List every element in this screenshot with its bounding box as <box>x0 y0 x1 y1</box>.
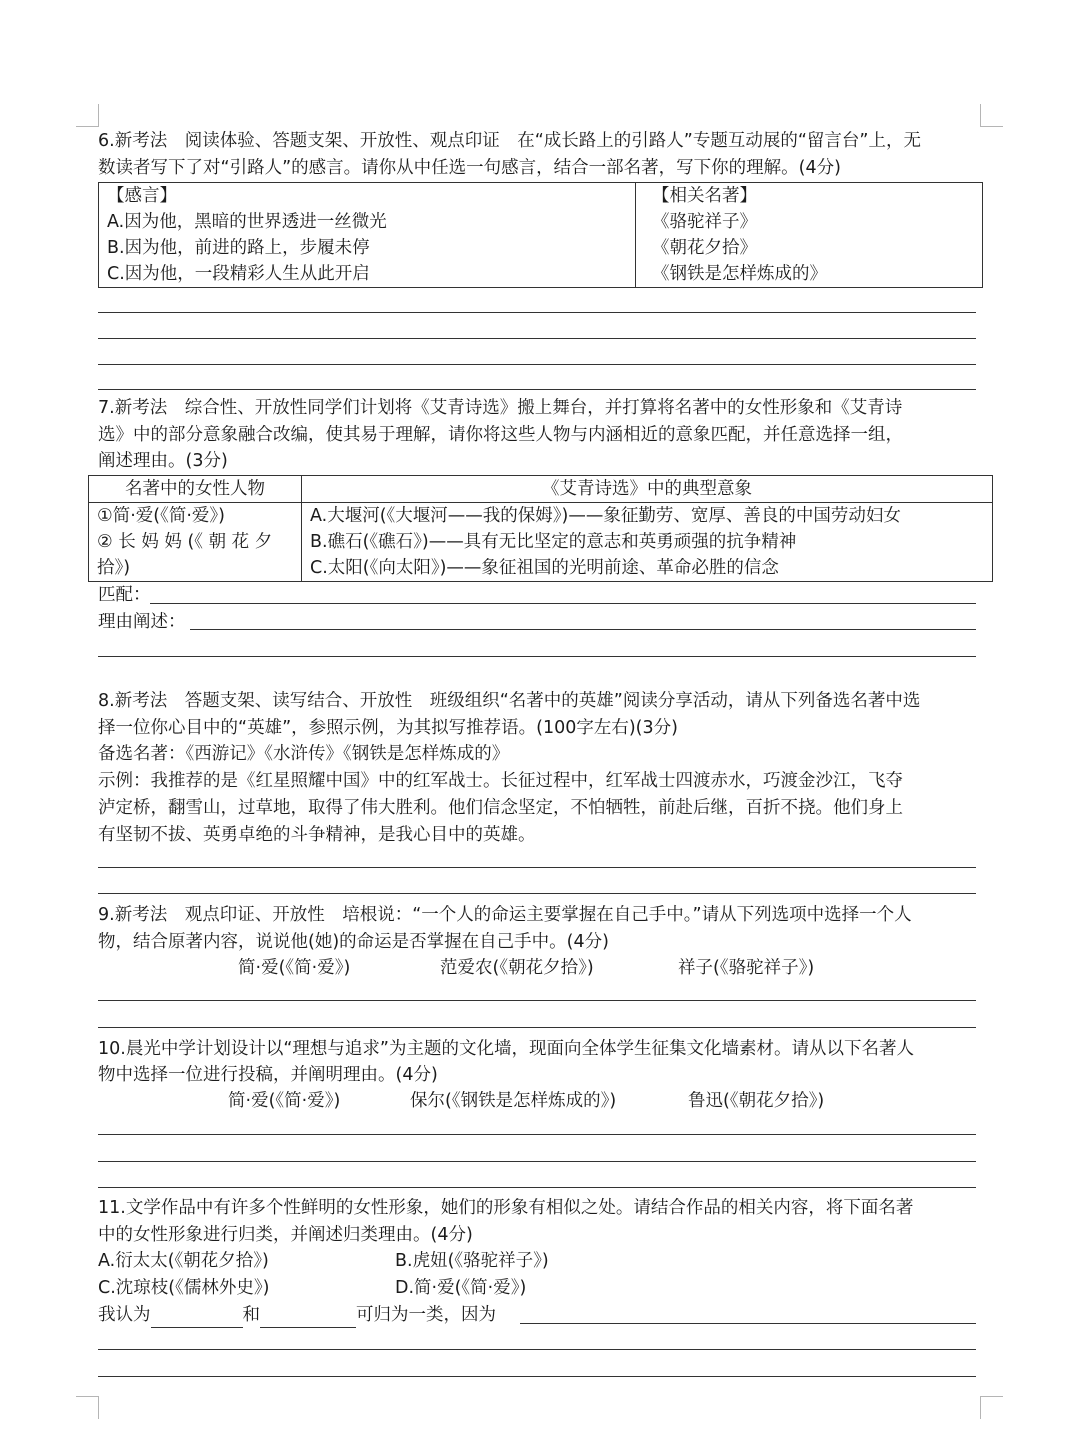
q11-line1: 11.文学作品中有许多个性鲜明的女性形象，她们的形象有相似之处。请结合作品的相关内容，将下面名著 <box>98 1198 914 1218</box>
q6-answer-line-1[interactable] <box>98 312 976 313</box>
crop-mark-top-left <box>76 104 99 127</box>
q9-option-3: 祥子(《骆驼祥子》) <box>678 958 815 978</box>
q11-option-d: D.简·爱(《简·爱》) <box>395 1278 527 1298</box>
q6-quote-a: A.因为他，黑暗的世界透进一丝微光 <box>107 212 387 232</box>
q10-option-3: 鲁迅(《朝花夕拾》) <box>688 1091 825 1111</box>
q7-match-label: 匹配： <box>98 585 151 605</box>
q7-people-header: 名著中的女性人物 <box>89 476 302 503</box>
q6-answer-line-4[interactable] <box>98 389 976 390</box>
q9-line1: 9.新考法 观点印证、开放性 培根说：“一个人的命运主要掌握在自己手中。”请从下列选项中选择一个人 <box>98 905 912 925</box>
q8-line3: 备选名著：《西游记》《水浒传》《钢铁是怎样炼成的》 <box>98 744 510 764</box>
q6-quote-c: C.因为他，一段精彩人生从此开启 <box>107 264 370 284</box>
q10-option-2: 保尔(《钢铁是怎样炼成的》) <box>410 1091 617 1111</box>
q8-line1: 8.新考法 答题支架、读写结合、开放性 班级组织“名著中的英雄”阅读分享活动，请从下列备选名著中选 <box>98 691 921 711</box>
q7-people-cell <box>89 503 302 582</box>
q7-line1: 7.新考法 综合性、开放性同学们计划将《艾青诗选》搬上舞台，并打算将名著中的女性形象和《艾青诗 <box>98 398 903 418</box>
q10-line1: 10.晨光中学计划设计以“理想与追求”为主题的文化墙，现面向全体学生征集文化墙素材。请从以下名著人 <box>98 1039 914 1059</box>
q6-book-1: 《骆驼祥子》 <box>652 212 757 232</box>
q8-example-line3: 有坚韧不拔、英勇卓绝的斗争精神，是我心目中的英雄。 <box>98 825 536 845</box>
q11-fill-sentence <box>98 1302 496 1328</box>
q11-fill-prefix: 我认为 <box>98 1305 151 1325</box>
q8-line2: 择一位你心目中的“英雄”，参照示例，为其拟写推荐语。(100字左右)(3分) <box>98 718 678 738</box>
q6-book-3: 《钢铁是怎样炼成的》 <box>652 264 827 284</box>
q11-line2: 中的女性形象进行归类，并阐述归类理由。(4分) <box>98 1225 473 1245</box>
q6-books-cell <box>636 183 983 288</box>
q10-option-1: 简·爱(《简·爱》) <box>228 1091 341 1111</box>
crop-mark-top-right <box>980 104 1003 127</box>
q6-books-header: 【相关名著】 <box>652 186 757 206</box>
q11-option-b: B.虎妞(《骆驼祥子》) <box>395 1251 549 1271</box>
q10-answer-line-1[interactable] <box>98 1134 976 1135</box>
q7-image-c: C.太阳(《向太阳》)——象征祖国的光明前途、革命必胜的信念 <box>310 558 779 578</box>
q10-line2: 物中选择一位进行投稿，并阐明理由。(4分) <box>98 1065 438 1085</box>
q8-example-line1: 示例：我推荐的是《红星照耀中国》中的红军战士。长征过程中，红军战士四渡赤水，巧渡金沙江，飞夺 <box>98 771 903 791</box>
q9-option-1: 简·爱(《简·爱》) <box>238 958 351 978</box>
q11-blank-2[interactable] <box>260 1307 356 1328</box>
q7-person-1: ①简·爱(《简·爱》) <box>97 506 225 526</box>
q11-answer-line-1[interactable] <box>98 1349 976 1350</box>
q6-line1: 6.新考法 阅读体验、答题支架、开放性、观点印证 在“成长路上的引路人”专题互动展的“留言台”上，无 <box>98 131 921 151</box>
q11-answer-line-2[interactable] <box>98 1376 976 1377</box>
q7-line3: 阐述理由。(3分) <box>98 451 228 471</box>
q6-book-2: 《朝花夕拾》 <box>652 238 757 258</box>
q7-match-blank[interactable] <box>150 603 976 604</box>
q6-quotes-cell <box>99 183 636 288</box>
q6-quote-b: B.因为他，前进的路上，步履未停 <box>107 238 370 258</box>
q9-option-2: 范爱农(《朝花夕拾》) <box>440 958 594 978</box>
q7-images-cell <box>302 503 993 582</box>
q8-example-line2: 泸定桥，翻雪山，过草地，取得了伟大胜利。他们信念坚定，不怕牺牲，前赴后继，百折不挠。他们身上 <box>98 798 903 818</box>
q7-image-b: B.礁石(《礁石》)——具有无比坚定的意志和英勇顽强的抗争精神 <box>310 532 797 552</box>
q6-answer-line-2[interactable] <box>98 338 976 339</box>
q9-answer-line-2[interactable] <box>98 1027 976 1028</box>
q11-reason-blank[interactable] <box>520 1323 976 1324</box>
q8-answer-line-1[interactable] <box>98 867 976 868</box>
q6-answer-line-3[interactable] <box>98 364 976 365</box>
q6-line2: 数读者写下了对“引路人”的感言。请你从中任选一句感言，结合一部名著，写下你的理解。(4分) <box>98 158 841 178</box>
q11-fill-and: 和 <box>242 1305 260 1325</box>
q8-answer-line-2[interactable] <box>98 893 976 894</box>
q7-reason-blank[interactable] <box>190 629 976 630</box>
q7-image-a: A.大堰河(《大堰河——我的保姆》)——象征勤劳、宽厚、善良的中国劳动妇女 <box>310 506 901 526</box>
q10-answer-line-2[interactable] <box>98 1161 976 1162</box>
q11-option-c: C.沈琼枝(《儒林外史》) <box>98 1278 270 1298</box>
q9-answer-line-1[interactable] <box>98 1000 976 1001</box>
q7-answer-line[interactable] <box>98 656 976 657</box>
q7-reason-label: 理由阐述： <box>98 612 186 632</box>
q7-table <box>88 475 993 582</box>
q11-fill-suffix: 可归为一类，因为 <box>356 1305 496 1325</box>
q11-option-a: A.衍太太(《朝花夕拾》) <box>98 1251 269 1271</box>
q6-quotes-header: 【感言】 <box>107 186 177 206</box>
crop-mark-bottom-left <box>76 1396 99 1419</box>
q7-images-header: 《艾青诗选》中的典型意象 <box>302 476 993 503</box>
q11-blank-1[interactable] <box>151 1307 243 1328</box>
q6-table <box>98 182 983 288</box>
crop-mark-bottom-right <box>980 1396 1003 1419</box>
q7-person-2-cont: 拾》) <box>97 558 131 578</box>
q7-person-2: ② 长 妈 妈 (《 朝 花 夕 <box>97 532 273 552</box>
q7-line2: 选》中的部分意象融合改编，使其易于理解，请你将这些人物与内涵相近的意象匹配，并任意选择一组， <box>98 425 903 445</box>
q9-line2: 物，结合原著内容，说说他(她)的命运是否掌握在自己手中。(4分) <box>98 932 609 952</box>
q10-answer-line-3[interactable] <box>98 1187 976 1188</box>
